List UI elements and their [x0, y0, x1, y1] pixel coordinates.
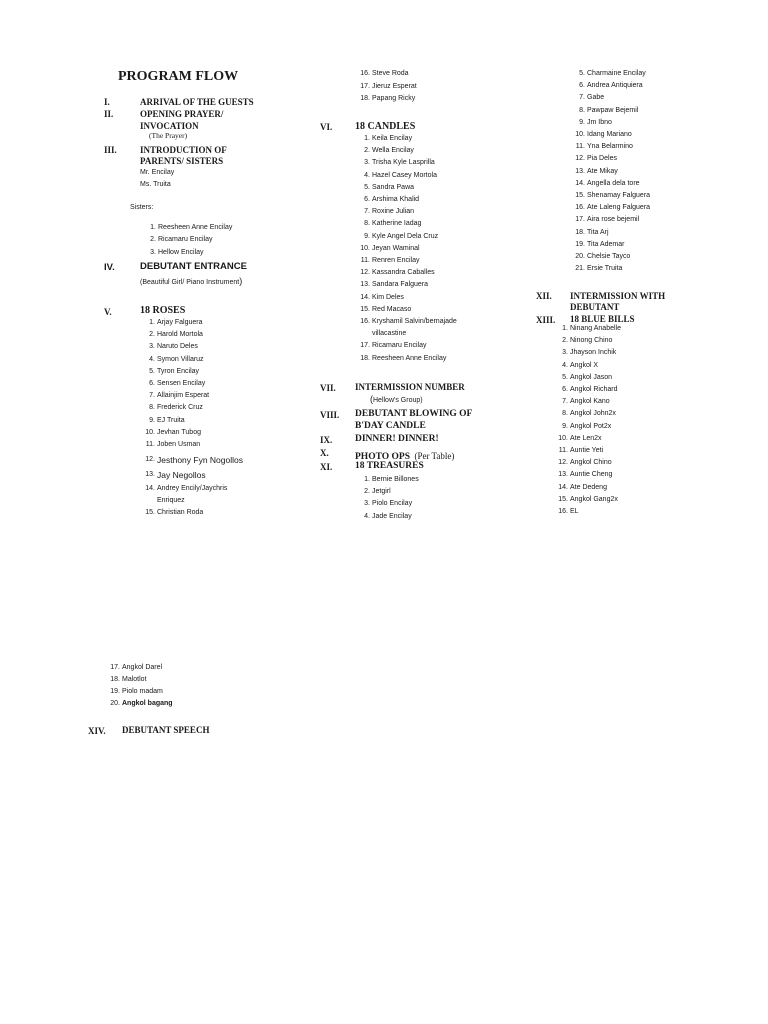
list-number: 16.	[558, 508, 568, 515]
list-number: 15.	[360, 305, 370, 313]
list-number: 10.	[558, 434, 568, 442]
list-number: 18.	[360, 95, 370, 102]
list-item: Piolo Encilay	[372, 500, 413, 508]
section-number: XIII.	[536, 315, 556, 325]
list-number: 4.	[364, 512, 370, 520]
list-number: 2.	[364, 147, 370, 155]
list-number: 5.	[149, 367, 155, 375]
list-number: 7.	[364, 208, 370, 216]
list-item: Reesheen Anne Encilay	[158, 224, 233, 231]
list-item: Harold Mortola	[157, 331, 203, 339]
list-number: 7.	[149, 392, 155, 400]
section-heading: DEBUTANT SPEECH	[122, 725, 210, 735]
list-item: Hellow Encilay	[158, 248, 204, 256]
list-number: 1.	[364, 135, 370, 142]
list-item: villacastine	[372, 330, 407, 338]
list-item: Ate Dedeng	[570, 483, 607, 491]
paren: )	[239, 276, 243, 286]
section-number: XI.	[320, 462, 333, 472]
section-heading: DEBUTANT BLOWING OF	[355, 409, 473, 419]
list-number: 6.	[579, 82, 585, 90]
list-number: 18.	[575, 228, 585, 236]
section-number: V.	[104, 307, 112, 317]
list-number: 19.	[575, 240, 585, 248]
note-text: Hellow's Group)	[373, 397, 423, 404]
list-item: Sensen Encilay	[157, 380, 206, 387]
list-item: Chelsie Tayco	[587, 253, 631, 260]
list-number: 14.	[145, 485, 155, 492]
list-item: Gabe	[587, 94, 605, 102]
section-number: VII.	[320, 383, 336, 393]
list-item: EJ Truita	[157, 416, 185, 424]
list-item: Renren Encilay	[372, 257, 420, 264]
list-number: 2.	[364, 488, 370, 496]
section-heading: DEBUTANT ENTRANCE	[140, 261, 247, 272]
list-item: Pia Deles	[587, 155, 617, 163]
list-item: Ate Laleng Falguera	[587, 204, 651, 212]
list-item: Jeyan Waminal	[372, 244, 420, 252]
list-item: Angkol John2x	[570, 410, 616, 418]
list-item: Reesheen Anne Encilay	[372, 354, 447, 362]
section-number: III.	[104, 145, 117, 155]
list-number: 18.	[360, 354, 370, 362]
section-number: X.	[320, 448, 329, 458]
list-number: 3.	[150, 248, 156, 256]
list-number: 17.	[575, 216, 585, 224]
list-number: 5.	[562, 373, 568, 381]
list-item: Christian Roda	[157, 509, 204, 516]
list-number: 8.	[562, 410, 568, 418]
list-number: 3.	[364, 500, 370, 508]
list-item: Naruto Deles	[157, 343, 198, 351]
list-item: Kyle Angel Dela Cruz	[372, 232, 439, 240]
list-number: 16.	[575, 204, 585, 212]
list-item: Joben Usman	[157, 441, 201, 448]
list-number: 3.	[364, 159, 370, 167]
section-number: XIV.	[88, 726, 106, 736]
list-number: 8.	[149, 404, 155, 412]
paren: (	[140, 279, 143, 286]
list-item: Ninong Chino	[570, 337, 613, 345]
list-number: 11.	[360, 257, 370, 264]
section-heading: 18 ROSES	[140, 305, 186, 316]
section-number: VIII.	[320, 410, 340, 420]
paren: (	[370, 394, 373, 404]
list-item: Red Macaso	[372, 305, 412, 313]
parent-name: Mr. Encilay	[140, 169, 175, 176]
list-number: 19.	[110, 688, 120, 696]
list-number: 2.	[562, 337, 568, 345]
list-item: Jevhan Tubog	[157, 428, 201, 436]
list-number: 9.	[149, 416, 155, 424]
section-heading: PHOTO OPS	[355, 452, 410, 462]
list-number: 15.	[575, 192, 585, 199]
list-number: 20.	[575, 253, 585, 260]
list-item: Ninang Anabelle	[570, 325, 621, 332]
list-number: 6.	[364, 196, 370, 203]
list-number: 2.	[149, 331, 155, 339]
list-item: Symon Villaruz	[157, 355, 204, 363]
list-number: 9.	[579, 118, 585, 126]
list-number: 11.	[575, 143, 585, 151]
list-item: Aira rose bejemil	[587, 216, 640, 224]
list-number: 8.	[579, 106, 585, 114]
list-item: Idang Mariano	[587, 131, 632, 138]
list-item: Ate Mikay	[587, 167, 618, 175]
list-item: Angkol Pot2x	[570, 422, 612, 430]
list-item: Angkol Kano	[570, 398, 610, 406]
list-number: 14.	[558, 483, 568, 491]
list-number: 10.	[360, 244, 370, 252]
list-item: Piolo madam	[122, 688, 163, 696]
page-title: PROGRAM FLOW	[118, 69, 239, 84]
list-item: Angkol Richard	[570, 386, 618, 393]
list-number: 15.	[145, 509, 155, 516]
list-item: Ersie Truita	[587, 265, 623, 273]
list-item: Frederick Cruz	[157, 404, 203, 412]
list-number: 12.	[558, 459, 568, 467]
list-item: Keila Encilay	[372, 135, 413, 142]
list-item: Pawpaw Bejemil	[587, 106, 639, 114]
list-item: EL	[570, 508, 579, 515]
list-number: 20.	[110, 700, 120, 708]
section-number: IX.	[320, 435, 333, 445]
section-heading: INTERMISSION WITH	[570, 291, 666, 301]
list-item: Kryshamil Salvin/bernajade	[372, 318, 457, 325]
list-number: 5.	[579, 70, 585, 77]
list-number: 9.	[562, 422, 568, 430]
list-item: Malotlot	[122, 676, 147, 684]
section-number: XII.	[536, 291, 552, 301]
section-heading: PARENTS/ SISTERS	[140, 156, 224, 166]
list-item: Hazel Casey Mortola	[372, 171, 437, 179]
note-text: Beautiful Girl/ Piano Instrument	[142, 279, 240, 286]
list-item: Allainjim Esperat	[157, 392, 210, 400]
list-item: Jesthony Fyn Nogollos	[157, 455, 243, 465]
section-heading: 18 TREASURES	[355, 461, 424, 471]
list-number: 1.	[150, 224, 156, 231]
list-number: 13.	[558, 471, 568, 479]
list-number: 7.	[562, 398, 568, 406]
list-number: 17.	[110, 664, 120, 671]
list-item: Arjay Falguera	[157, 319, 203, 326]
list-item: Roxine Julian	[372, 208, 415, 216]
list-number: 15.	[558, 495, 568, 503]
list-number: 1.	[364, 476, 370, 483]
list-number: 4.	[562, 361, 568, 369]
list-number: 12.	[360, 269, 370, 277]
section-heading: INVOCATION	[140, 121, 199, 131]
list-number: 4.	[364, 171, 370, 179]
list-item: Kim Deles	[372, 293, 404, 301]
list-number: 6.	[562, 386, 568, 393]
list-item: Sandara Falguera	[372, 281, 429, 289]
list-item: Andrey Encily/Jaychris	[157, 485, 228, 492]
list-item: Angkol bagang	[122, 700, 173, 708]
list-number: 4.	[149, 355, 155, 363]
list-number: 7.	[579, 94, 585, 102]
section-note: (The Prayer)	[149, 131, 188, 140]
list-item: Auntie Yeti	[570, 447, 604, 454]
list-number: 1.	[149, 319, 155, 326]
list-item: Auntie Cheng	[570, 471, 613, 479]
list-number: 10.	[575, 131, 585, 138]
list-number: 13.	[145, 471, 155, 478]
list-item: Jhayson Inchik	[570, 349, 617, 357]
parent-name: Ms. Truita	[140, 181, 171, 188]
section-number: IV.	[104, 262, 115, 273]
list-item: Enriquez	[157, 497, 185, 504]
list-item: Tita Ademar	[587, 240, 625, 248]
list-item: Ricamaru Encilay	[158, 236, 213, 244]
section-heading: DINNER! DINNER!	[355, 434, 439, 444]
list-item: Ate Len2x	[570, 434, 602, 442]
list-number: 18.	[110, 676, 120, 684]
list-item: Angkol Jason	[570, 373, 613, 381]
list-number: 11.	[558, 447, 568, 454]
list-item: Jetgirl	[372, 488, 391, 496]
list-item: Andrea Antiquiera	[587, 82, 643, 90]
section-number: II.	[104, 109, 114, 119]
list-number: 16.	[360, 318, 370, 325]
list-item: Angella dela tore	[587, 179, 640, 187]
list-number: 12.	[145, 456, 155, 463]
list-item: Angkol X	[570, 361, 599, 369]
list-number: 5.	[364, 183, 370, 191]
section-number: VI.	[320, 122, 333, 132]
list-item: Steve Roda	[372, 70, 409, 77]
list-number: 9.	[364, 232, 370, 240]
list-number: 3.	[149, 343, 155, 351]
list-number: 14.	[575, 179, 585, 187]
list-number: 17.	[360, 83, 370, 90]
list-item: Charmaine Encilay	[587, 70, 646, 77]
section-heading: ARRIVAL OF THE GUESTS	[140, 97, 254, 107]
list-item: Jay Negollos	[157, 470, 206, 480]
list-item: Arshima Khalid	[372, 196, 420, 203]
list-item: Angkol Gang2x	[570, 495, 618, 503]
list-number: 1.	[562, 325, 568, 332]
list-item: Papang Ricky	[372, 95, 416, 102]
list-item: Trisha Kyle Lasprilla	[372, 159, 435, 167]
list-number: 11.	[145, 441, 155, 448]
list-number: 16.	[360, 70, 370, 77]
section-note: (Per Table)	[414, 451, 455, 461]
list-number: 21.	[575, 265, 585, 273]
section-heading: INTRODUCTION OF	[140, 145, 227, 155]
section-number: I.	[104, 97, 110, 107]
list-item: Wella Encilay	[372, 147, 414, 155]
list-number: 13.	[575, 167, 585, 175]
list-number: 13.	[360, 281, 370, 289]
list-number: 17.	[360, 342, 370, 350]
list-item: Jm Ibno	[587, 118, 612, 126]
section-heading: 18 BLUE BILLS	[570, 314, 635, 324]
section-heading: 18 CANDLES	[355, 121, 416, 132]
list-item: Katherine Iadag	[372, 220, 422, 228]
list-number: 6.	[149, 380, 155, 387]
list-item: Jieruz Esperat	[372, 83, 417, 90]
section-note	[140, 276, 242, 286]
list-number: 14.	[360, 293, 370, 301]
list-item: Angkol Chino	[570, 459, 612, 467]
list-item: Jade Encilay	[372, 512, 412, 520]
list-number: 3.	[562, 349, 568, 357]
section-heading: DEBUTANT	[570, 302, 620, 312]
list-item: Angkol Darel	[122, 664, 163, 671]
section-heading: OPENING PRAYER/	[140, 109, 224, 119]
list-item: Shenamay Falguera	[587, 192, 651, 199]
section-heading: B'DAY CANDLE	[355, 421, 426, 431]
list-item: Tita Arj	[587, 228, 609, 236]
list-item: Tyron Encilay	[157, 367, 200, 375]
section-heading: INTERMISSION NUMBER	[355, 382, 465, 392]
list-number: 2.	[150, 236, 156, 244]
list-item: Yna Belarmino	[587, 143, 633, 151]
section-note	[370, 394, 423, 404]
list-item: Kassandra Caballes	[372, 269, 435, 277]
list-item: Bernie Billones	[372, 476, 419, 483]
list-number: 10.	[145, 428, 155, 436]
list-number: 8.	[364, 220, 370, 228]
list-item: Ricamaru Encilay	[372, 342, 427, 350]
list-item: Sandra Pawa	[372, 183, 415, 191]
sisters-label: Sisters:	[130, 204, 154, 211]
list-number: 12.	[575, 155, 585, 163]
